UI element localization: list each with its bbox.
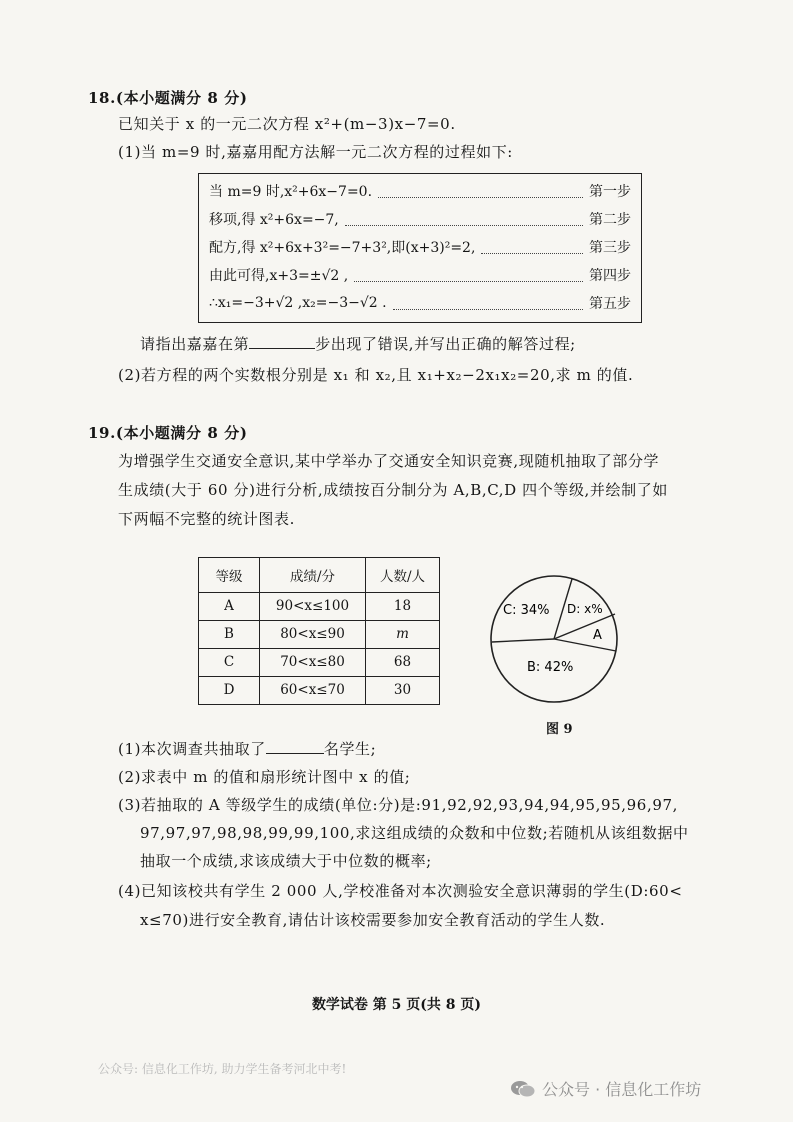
pie-divider	[492, 639, 554, 642]
step-row	[209, 264, 631, 286]
step-row	[209, 236, 631, 258]
pie-label-b: B: 42%	[527, 660, 574, 675]
table-cell: 60<x≤70	[260, 676, 366, 704]
table-header-cell: 等级	[199, 558, 260, 593]
q19-q2: (2)求表中 m 的值和扇形统计图中 x 的值;	[118, 768, 411, 786]
q18-header: 18.(本小题满分 8 分)	[88, 89, 248, 107]
table-row	[199, 592, 440, 620]
figure-caption: 图 9	[546, 722, 573, 737]
table-cell: 80<x≤90	[260, 620, 366, 648]
step-text: 移项,得 x²+6x=−7,	[209, 212, 339, 228]
pie-label-a: A	[593, 628, 602, 643]
table-header-cell: 人数/人	[366, 558, 440, 593]
q18-part2: (2)若方程的两个实数根分别是 x₁ 和 x₂,且 x₁+x₂−2x₁x₂=20,求 m 的值.	[118, 366, 634, 384]
table-header-row	[199, 558, 440, 593]
q19-stem-line: 下两幅不完整的统计图表.	[118, 510, 295, 528]
table-cell: m	[366, 620, 440, 648]
step-label: 第四步	[589, 268, 631, 284]
q19-header: 19.(本小题满分 8 分)	[88, 424, 248, 442]
watermark-brand-text: 公众号 · 信息化工作坊	[542, 1080, 702, 1099]
table-header-cell: 成绩/分	[260, 558, 366, 593]
leader-dots	[393, 297, 583, 310]
watermark-brand	[510, 1077, 701, 1100]
pie-divider	[554, 614, 615, 639]
q19-q1	[118, 739, 376, 759]
q19-q1-a: (1)本次调查共抽取了	[118, 740, 266, 758]
table-cell: A	[199, 592, 260, 620]
leader-dots	[378, 185, 583, 198]
answer-blank	[249, 334, 315, 349]
q19-q4-line: x≤70)进行安全教育,请估计该校需要参加安全教育活动的学生人数.	[140, 911, 606, 929]
step-label: 第五步	[589, 296, 631, 312]
q18-part1-question-b: 步出现了错误,并写出正确的解答过程;	[315, 335, 576, 353]
answer-blank	[266, 739, 324, 754]
step-text: 当 m=9 时,x²+6x−7=0.	[209, 184, 373, 200]
step-text: ∴x₁=−3+√2 ,x₂=−3−√2 .	[209, 295, 387, 311]
table-cell: 90<x≤100	[260, 592, 366, 620]
solution-steps-box	[198, 173, 642, 323]
step-text: 配方,得 x²+6x+3²=−7+3²,即(x+3)²=2,	[209, 240, 476, 256]
q18-part1-question	[140, 334, 576, 354]
table-cell: C	[199, 648, 260, 676]
pie-divider	[554, 639, 616, 651]
page-footer: 数学试卷 第 5 页(共 8 页)	[311, 997, 482, 1013]
step-row	[209, 180, 631, 202]
table-row	[199, 648, 440, 676]
watermark-text: 公众号: 信息化工作坊, 助力学生备考河北中考!	[98, 1062, 347, 1076]
table-cell: 68	[366, 648, 440, 676]
pie-chart	[489, 574, 619, 704]
wechat-icon	[510, 1079, 536, 1099]
q19-q4-line: (4)已知该校共有学生 2 000 人,学校准备对本次测验安全意识薄弱的学生(D:60<	[118, 882, 683, 900]
table-cell: 18	[366, 592, 440, 620]
leader-dots	[481, 241, 583, 254]
leader-dots	[354, 269, 583, 282]
step-label: 第三步	[589, 240, 631, 256]
step-label: 第二步	[589, 212, 631, 228]
table-cell: 30	[366, 676, 440, 704]
pie-label-d: D: x%	[567, 602, 603, 616]
table-cell: B	[199, 620, 260, 648]
step-label: 第一步	[589, 184, 631, 200]
q18-part1-intro: (1)当 m=9 时,嘉嘉用配方法解一元二次方程的过程如下:	[118, 143, 513, 161]
q19-stem-line: 为增强学生交通安全意识,某中学举办了交通安全知识竞赛,现随机抽取了部分学	[118, 452, 660, 470]
q19-q3-line: 抽取一个成绩,求该成绩大于中位数的概率;	[140, 852, 432, 870]
step-row	[209, 208, 631, 230]
q18-stem: 已知关于 x 的一元二次方程 x²+(m−3)x−7=0.	[118, 115, 456, 133]
q19-q1-b: 名学生;	[323, 740, 377, 758]
table-cell: D	[199, 676, 260, 704]
q18-part1-question-a: 请指出嘉嘉在第	[140, 335, 250, 353]
leader-dots	[345, 213, 583, 226]
table-row	[199, 620, 440, 648]
table-row	[199, 676, 440, 704]
q19-q3-line: 97,97,97,98,98,99,99,100,求这组成绩的众数和中位数;若随机从该组数据中	[140, 824, 689, 842]
q19-q3-line: (3)若抽取的 A 等级学生的成绩(单位:分)是:91,92,92,93,94,94,95,95,96,97,	[118, 796, 678, 814]
step-row	[209, 292, 631, 314]
q19-stem-line: 生成绩(大于 60 分)进行分析,成绩按百分制分为 A,B,C,D 四个等级,并绘制了如	[118, 481, 668, 499]
table-cell: 70<x≤80	[260, 648, 366, 676]
step-text: 由此可得,x+3=±√2 ,	[209, 268, 349, 284]
grade-table	[198, 557, 440, 705]
pie-label-c: C: 34%	[503, 603, 550, 618]
